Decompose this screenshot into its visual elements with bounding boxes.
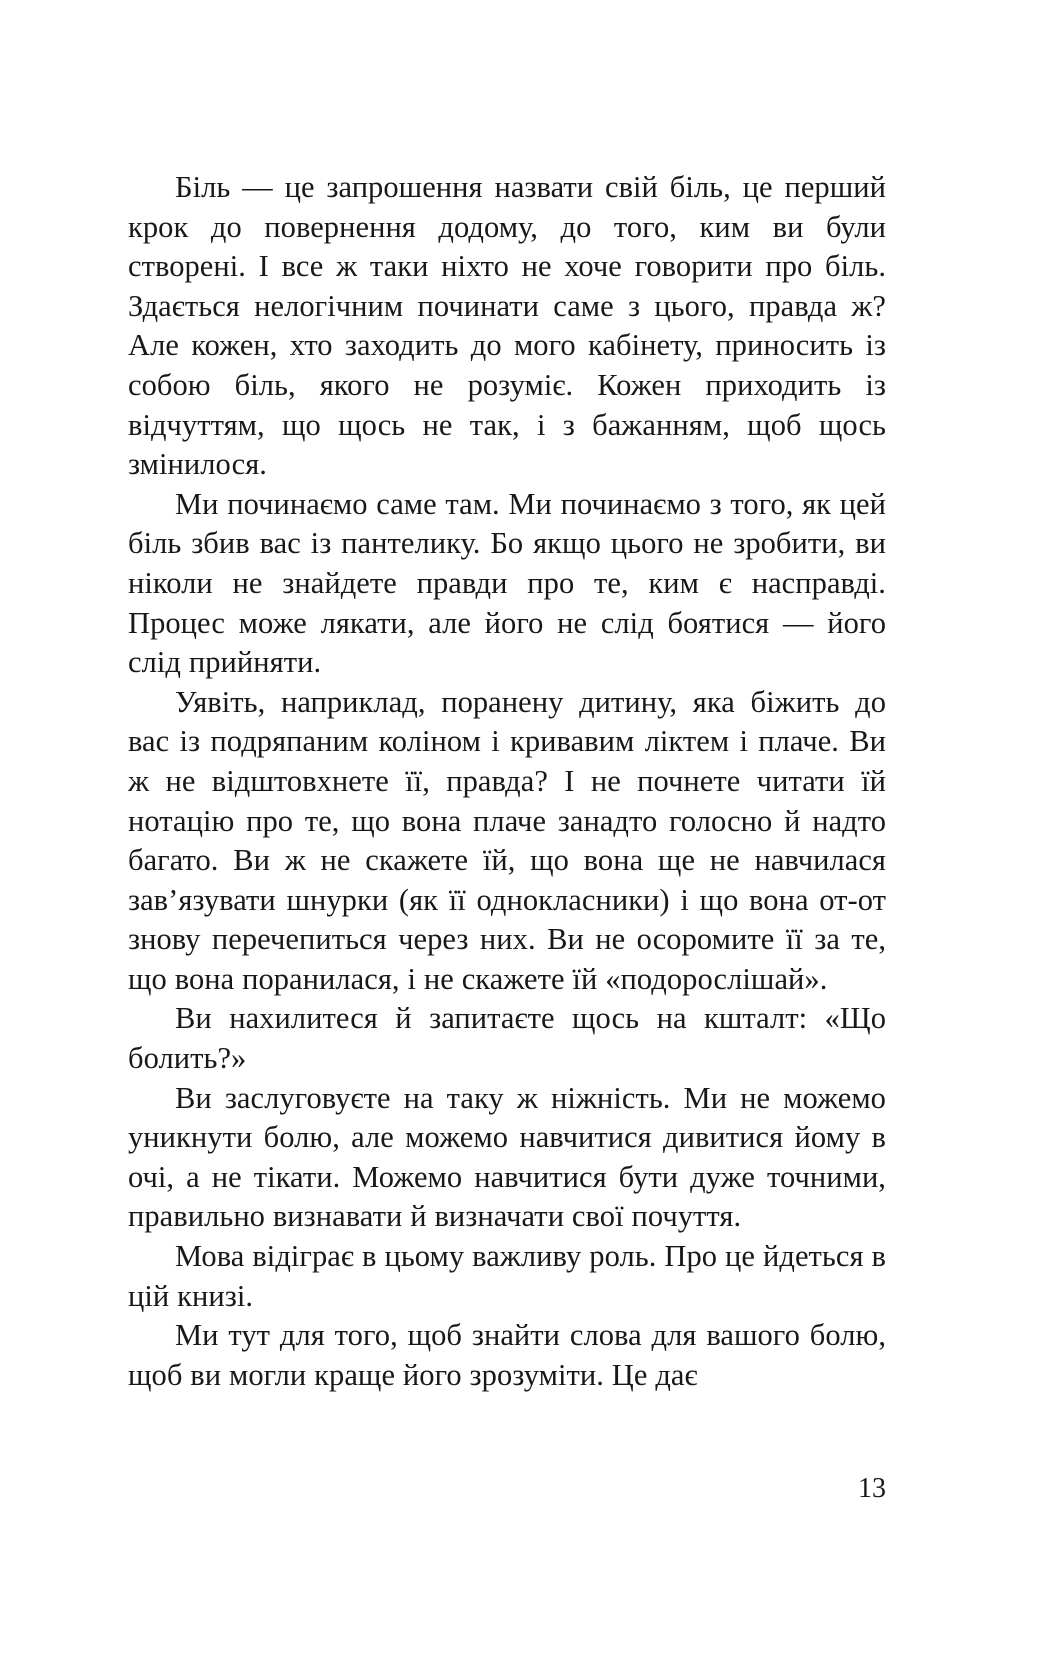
- paragraph-6: Мова відіграє в цьому важливу роль. Про це йдеться в цій книзі.: [128, 1239, 886, 1313]
- paragraph-7: Ми тут для того, щоб знайти слова для вашого болю, щоб ви могли краще його зрозуміти. Це дає: [128, 1318, 886, 1392]
- page-text-block: [128, 168, 886, 1395]
- paragraph-3: Уявіть, наприклад, поранену дитину, яка біжить до вас із подряпаним коліном і кривавим ліктем і плаче. Ви ж не відштовхнете її, правда? І не почнете читати їй нотацію про те, що вона плаче занадто голосно й надто багато. Ви ж не скажете їй, що вона ще не навчилася зав’язувати шнурки (як її однокласники) і що вона от-от знову перечепиться через них. Ви не осоромите її за те, що вона поранилася, і не скажете їй «подорослішай».: [128, 684, 886, 996]
- paragraph-4: Ви нахилитеся й запитаєте щось на кшталт: «Що болить?»: [128, 1001, 886, 1076]
- paragraph-2: Ми починаємо саме там. Ми починаємо з того, як цей біль збив вас із пантелику. Бо якщо цього не зробити, ви ніколи не знайдете правди про те, ким є насправді. Процес може лякати, але його не слід боятися — його слід прийняти.: [128, 486, 886, 680]
- paragraph-1: Біль — це запрошення назвати свій біль, це перший крок до повернення додому, до того, ким ви були створені. І все ж таки ніхто не хоче говорити про біль. Здається нелогічним починати саме з цього, правда ж? Але кожен, хто заходить до мого кабінету, приносить із собою біль, якого не розуміє. Кожен приходить із відчуттям, що щось не так, і з бажанням, щоб щось змінилося.: [128, 170, 886, 482]
- page-number: 13: [858, 1473, 886, 1504]
- paragraph-5: Ви заслуговуєте на таку ж ніжність. Ми не можемо уникнути болю, але можемо навчитися дивитися йому в очі, а не тікати. Можемо навчитися бути дуже точними, правильно визнавати й визначати свої почуття.: [128, 1080, 886, 1234]
